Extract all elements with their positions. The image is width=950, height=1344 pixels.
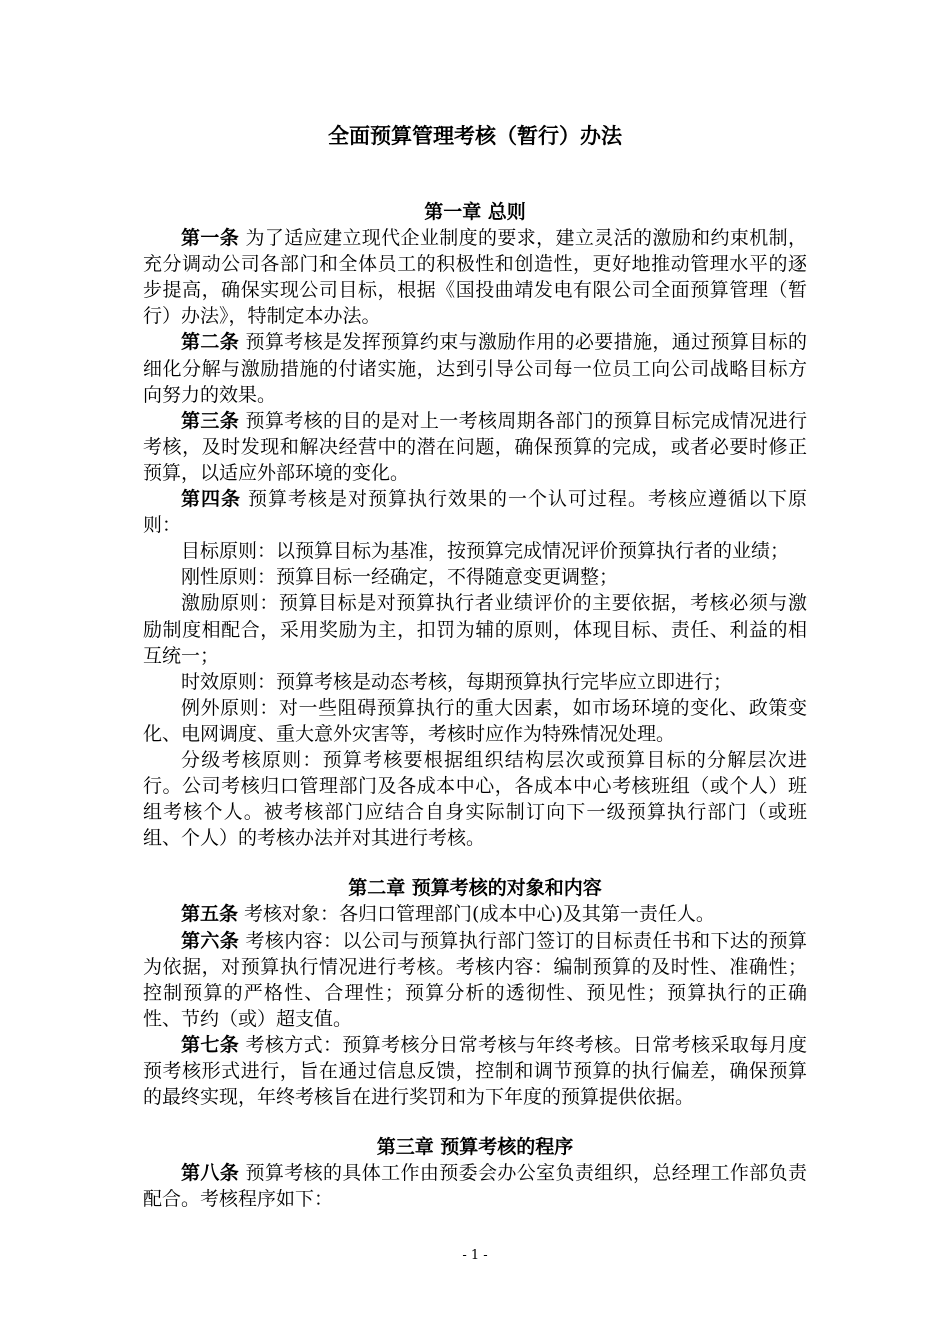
article-paragraph — [143, 408, 807, 486]
article-paragraph — [143, 486, 807, 538]
article-text: 考核对象：各归口管理部门(成本中心)及其第一责任人。 — [238, 903, 715, 926]
chapter-heading: 第三章 预算考核的程序 — [376, 1136, 574, 1159]
article-number: 第五条 — [181, 903, 239, 926]
article-text: 为了适应建立现代企业制度的要求，建立灵活的激励和约束机制，充分调动公司各部门和全体员工的积极性和创造性，更好地推动管理水平的逐步提高，确保实现公司目标，根据《国投曲靖发电有限公司全面预算管理（暂行）办法》，特制定本办法。 — [143, 227, 807, 328]
article-paragraph — [143, 1032, 807, 1110]
article-text: 预算考核的具体工作由预委会办公室负责组织，总经理工作部负责配合。考核程序如下： — [143, 1162, 807, 1211]
article-text: 考核内容：以公司与预算执行部门签订的目标责任书和下达的预算为依据，对预算执行情况进行考核。考核内容：编制预算的及时性、准确性；控制预算的严格性、合理性；预算分析的透彻性、预见性；预算执行的正确性、节约（或）超支值。 — [143, 929, 807, 1030]
article-number: 第四条 — [181, 488, 241, 511]
article-paragraph — [143, 225, 807, 329]
article-text: 预算考核的目的是对上一考核周期各部门的预算目标完成情况进行考核，及时发现和解决经营中的潜在问题，确保预算的完成，或者必要时修正预算，以适应外部环境的变化。 — [143, 409, 807, 484]
article-paragraph — [143, 928, 807, 1032]
article-text: 考核方式：预算考核分日常考核与年终考核。日常考核采取每月度预考核形式进行，旨在通过信息反馈，控制和调节预算的执行偏差，确保预算的最终实现，年终考核旨在进行奖罚和为下年度的预算提供依据。 — [143, 1033, 807, 1109]
chapter-heading: 第二章 预算考核的对象和内容 — [348, 877, 602, 900]
principle-paragraph — [143, 590, 807, 668]
article-paragraph — [143, 329, 807, 407]
article-number: 第七条 — [181, 1033, 240, 1056]
document-title: 全面预算管理考核（暂行）办法 — [328, 123, 622, 148]
article-text: 预算考核是发挥预算约束与激励作用的必要措施，通过预算目标的细化分解与激励措施的付诸实施，达到引导公司每一位员工向公司战略目标方向努力的效果。 — [143, 331, 807, 406]
principle-paragraph — [143, 564, 807, 590]
article-number: 第三条 — [181, 409, 240, 432]
article-number: 第二条 — [181, 331, 240, 354]
principle-paragraph — [143, 695, 807, 747]
document-body — [143, 199, 807, 1212]
principle-text: 例外原则：对一些阻碍预算执行的重大因素，如市场环境的变化、政策变化、电网调度、重大意外灾害等，考核时应作为特殊情况处理。 — [143, 696, 807, 745]
article-paragraph — [143, 1160, 807, 1212]
principle-text: 时效原则：预算考核是动态考核，每期预算执行完毕应立即进行； — [181, 670, 733, 693]
principle-text: 分级考核原则：预算考核要根据组织结构层次或预算目标的分解层次进行。公司考核归口管理部门及各成本中心，各成本中心考核班组（或个人）班组考核个人。被考核部门应结合自身实际制订向下一级预算执行部门（或班组、个人）的考核办法并对其进行考核。 — [143, 748, 807, 850]
principle-text: 刚性原则：预算目标一经确定，不得随意变更调整； — [181, 566, 619, 589]
principle-paragraph — [143, 669, 807, 695]
article-paragraph — [143, 901, 807, 927]
principle-paragraph — [143, 538, 807, 564]
principle-text: 目标原则：以预算目标为基准，按预算完成情况评价预算执行者的业绩； — [181, 540, 790, 563]
article-text: 预算考核是对预算执行效果的一个认可过程。考核应遵循以下原则： — [143, 488, 807, 537]
article-number: 第一条 — [181, 227, 240, 250]
article-number: 第八条 — [181, 1162, 240, 1185]
chapter-heading: 第一章 总则 — [424, 201, 526, 223]
principle-paragraph — [143, 747, 807, 851]
principle-text: 激励原则：预算目标是对预算执行者业绩评价的主要依据，考核必须与激励制度相配合，采用奖励为主，扣罚为辅的原则，体现目标、责任、利益的相互统一； — [143, 592, 807, 667]
article-number: 第六条 — [181, 929, 240, 952]
page-number: - 1 - — [462, 1248, 488, 1263]
